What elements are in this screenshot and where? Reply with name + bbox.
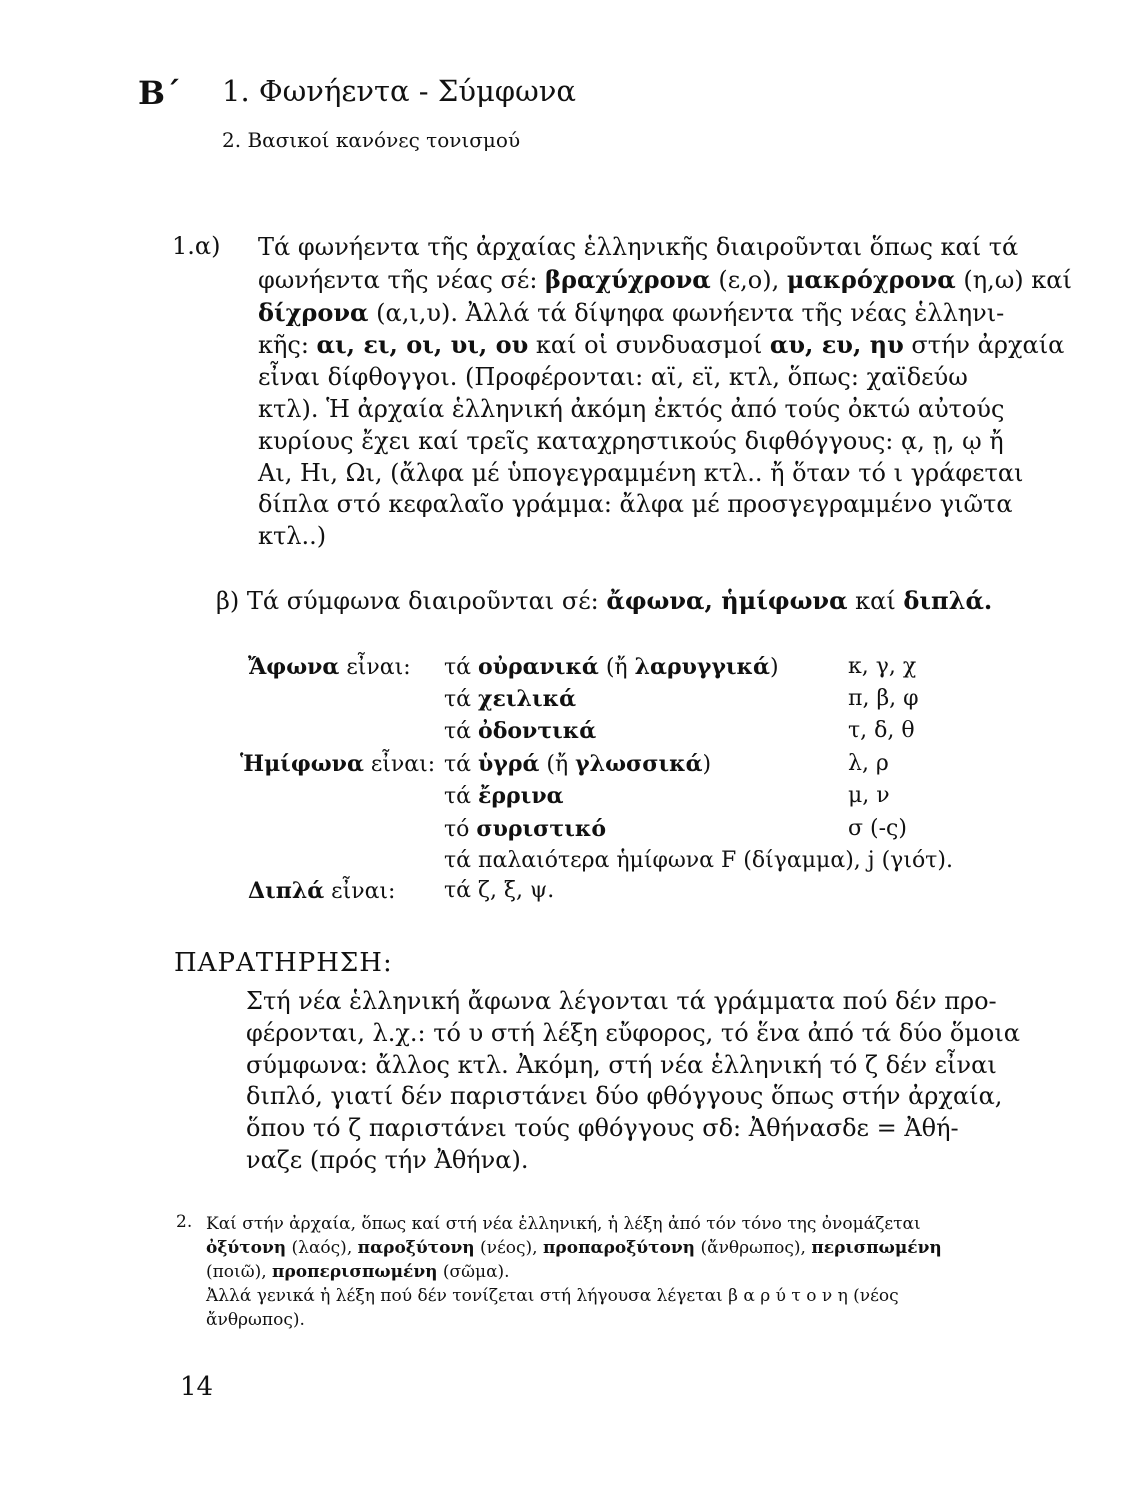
table-row-category: τά χειλικά [444,686,577,712]
footnote-text [206,1212,942,1332]
section-a-paragraph [258,232,1072,553]
table-row-letters: π, β, φ [848,686,919,711]
section-a-label: 1.α) [172,232,221,260]
table-row-letters: κ, γ, χ [848,654,917,679]
chapter-mark: Β΄ [138,74,182,112]
heading-vowels-consonants: 1. Φωνήεντα - Σύμφωνα [222,74,576,108]
footnote-number: 2. [176,1212,193,1232]
section-b-line: β) Τά σύμφωνα διαιροῦνται σέ: ἄφωνα, ἡμίφωνα καί διπλά. [216,586,993,615]
text-line: φέρονται, λ.χ.: τό υ στή λέξη εὔφορος, τό ἕνα ἀπό τά δύο ὅμοια [246,1018,1020,1047]
table-row-category: τό συριστικό [444,816,607,842]
heading-accent-rules: 2. Βασικοί κανόνες τονισμού [222,128,521,152]
table-row-category: τά ἔρρινα [444,783,564,809]
table-row-label: Ἄφωνα εἶναι: [248,654,411,680]
text-line: Τά φωνήεντα τῆς ἀρχαίας ἑλληνικῆς διαιροῦνται ὅπως καί τά [258,233,1019,261]
text-line: (ποιῶ), προπερισπωμένη (σῶμα). [206,1262,510,1282]
text-line: κῆς: αι, ει, οι, υι, ου καί οἱ συνδυασμοί αυ, ευ, ηυ στήν ἀρχαία [258,330,1065,360]
table-row-letters: σ (-ς) [848,816,907,841]
text-line: ναζε (πρός τήν Ἀθήνα). [246,1145,529,1174]
table-row-letters: τ, δ, θ [848,718,915,743]
text-line: σύμφωνα: ἄλλος κτλ. Ἀκόμη, στή νέα ἑλληνική τό ζ δέν εἶναι [246,1050,997,1079]
text-line: διπλό, γιατί δέν παριστάνει δύο φθόγγους ὅπως στήν ἀρχαία, [246,1082,1003,1111]
table-row-category: τά οὐρανικά (ἤ λαρυγγικά) [444,654,779,680]
table-row-letters: λ, ρ [848,751,889,776]
text-line: ὀξύτονη (λαός), παροξύτονη (νέος), προπαροξύτονη (ἄνθρωπος), περισπωμένη [206,1238,942,1258]
table-row-category: τά ὀδοντικά [444,718,597,744]
text-line: Ἀλλά γενικά ἡ λέξη πού δέν τονίζεται στή λήγουσα λέγεται β α ρ ύ τ ο ν η (νέος [206,1286,899,1306]
text-line: ἄνθρωπος). [206,1310,305,1330]
text-line: ὅπου τό ζ παριστάνει τούς φθόγγους σδ: Ἀθήνασδε = Ἀθή- [246,1114,959,1143]
observation-title: ΠΑΡΑΤΗΡΗΣΗ: [174,948,393,978]
observation-paragraph [246,986,1020,1177]
page-number: 14 [180,1372,214,1402]
text-line: δίπλα στό κεφαλαῖο γράμμα: ἄλφα μέ προσγεγραμμένο γιῶτα [258,490,1013,519]
text-line: δίχρονα (α,ι,υ). Ἀλλά τά δίψηφα φωνήεντα τῆς νέας ἑλληνι- [258,297,1005,327]
text-line: φωνήεντα τῆς νέας σέ: βραχύχρονα (ε,ο), μακρόχρονα (η,ω) καί [258,264,1072,294]
table-row-label: Ἡμίφωνα εἶναι: [240,751,436,777]
text-line: κυρίους ἔχει καί τρεῖς καταχρηστικούς διφθόγγους: ᾳ, ῃ, ῳ ἤ [258,426,1004,455]
text-line: Καί στήν ἀρχαία, ὅπως καί στή νέα ἑλληνική, ἡ λέξη ἀπό τόν τόνο της ὀνομάζεται [206,1214,921,1234]
text-line: κτλ..) [258,522,327,551]
text-line: εἶναι δίφθογγοι. (Προφέρονται: αϊ, εϊ, κτλ, ὅπως: χαϊδεύω [258,363,968,392]
table-row-category: τά παλαιότερα ἡμίφωνα F (δίγαμμα), j (γιότ). [444,848,953,873]
table-row-category: τά ὑγρά (ἤ γλωσσικά) [444,751,712,777]
text-line: Αι, Ηι, Ωι, (ἄλφα μέ ὑπογεγραμμένη κτλ.. ἤ ὅταν τό ι γράφεται [258,458,1024,487]
table-row-letters: μ, ν [848,783,890,808]
table-row-label: Διπλά εἶναι: [248,878,396,904]
text-line: κτλ). Ἡ ἀρχαία ἑλληνική ἀκόμη ἐκτός ἀπό τούς ὀκτώ αὐτούς [258,394,1005,423]
table-row-category: τά ζ, ξ, ψ. [444,878,555,903]
text-line: Στή νέα ἑλληνική ἄφωνα λέγονται τά γράμματα πού δέν προ- [246,987,997,1015]
